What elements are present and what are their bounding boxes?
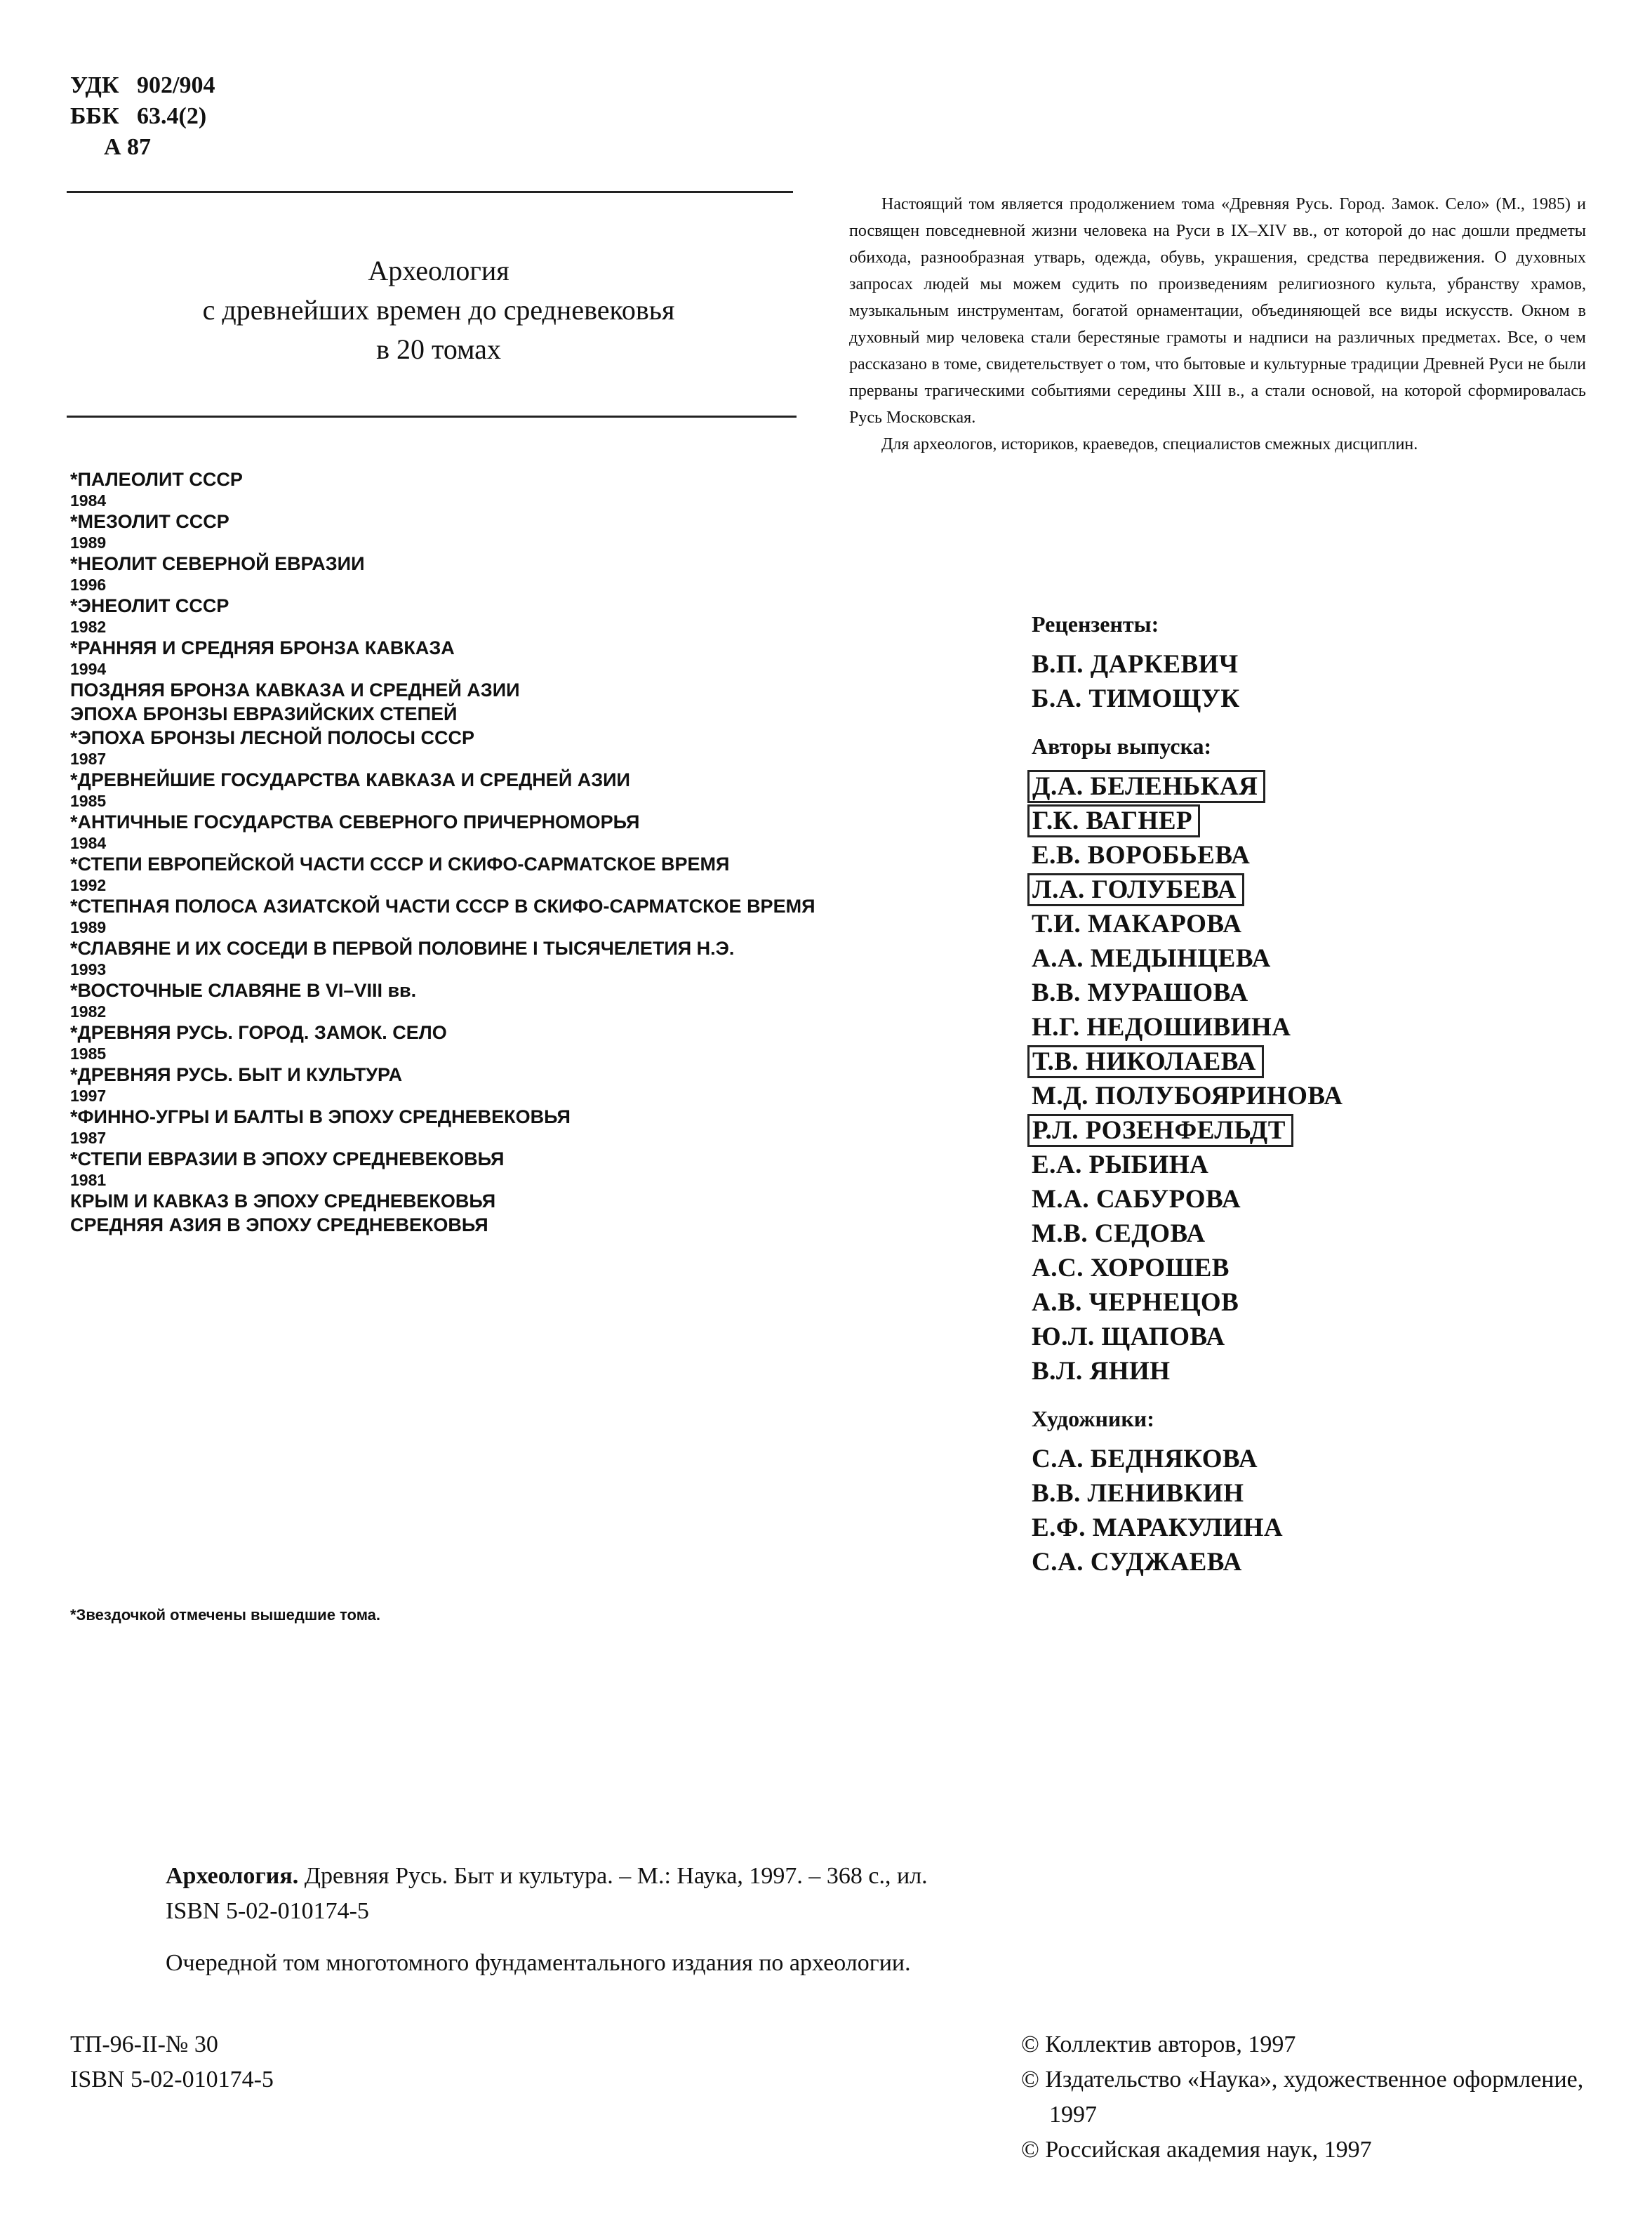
author-entry bbox=[1032, 873, 1607, 907]
artist-name: В.В. ЛЕНИВКИН bbox=[1032, 1479, 1244, 1508]
author-entry bbox=[1032, 1216, 1607, 1251]
imprint-isbn: ISBN 5-02-010174-5 bbox=[70, 2067, 274, 2093]
volume-year: 1984 bbox=[70, 834, 107, 852]
author-entry bbox=[1032, 1285, 1607, 1320]
imprint-tp-number: ТП-96-II-№ 30 bbox=[70, 2031, 218, 2057]
volume-entry bbox=[70, 678, 821, 702]
author-name: Г.К. ВАГНЕР bbox=[1027, 804, 1200, 837]
author-entry bbox=[1032, 1354, 1607, 1388]
footnote: *Звездочкой отмечены вышедшие тома. bbox=[70, 1606, 381, 1624]
udk-code: УДК 902/904 bbox=[70, 72, 215, 98]
abstract-paragraph: Настоящий том является продолжением тома «Древняя Русь. Город. Замок. Село» (М., 1985) и посвящен повседневной жизни человека на Руси в IX–XIV вв., от которой до нас дошли предметы обихода, разнообразная утварь, одежда, обувь, украшения, средства передвижения. О духовных запросах людей мы можем судить по произведениям религиозного культа, убранству храмов, музыкальным инструментам, богатой орнаментации, объединяющей все виды искусств. Окном в духовный мир человека стали берестяные грамоты и надписи на различных предметах. Все, о чем рассказано в томе, свидетельствует о том, что бытовые и культурные традиции Древней Руси не были прерваны трагическими событиями середины XIII в., а стали основой, на которой сформировалась Русь Московская. bbox=[849, 195, 1586, 427]
copyright-line: © Российская академия наук, 1997 bbox=[1021, 2137, 1372, 2163]
volume-year: 1982 bbox=[70, 1002, 107, 1021]
author-entry bbox=[1032, 941, 1607, 976]
bibliographic-record bbox=[166, 1859, 1499, 1929]
volume-title: *ЭНЕОЛИТ СССР bbox=[70, 595, 229, 616]
author-name: А.А. МЕДЫНЦЕВА bbox=[1032, 944, 1271, 973]
copyright-line: © Издательство «Наука», художественное оформление, 1997 bbox=[1021, 2067, 1584, 2128]
volume-title: *ДРЕВНЯЯ РУСЬ. БЫТ И КУЛЬТУРА bbox=[70, 1064, 403, 1085]
author-name: Д.А. БЕЛЕНЬКАЯ bbox=[1027, 770, 1265, 803]
annotation: Очередной том многотомного фундаментального издания по археологии. bbox=[166, 1950, 911, 1976]
author-name: М.В. СЕДОВА bbox=[1032, 1219, 1206, 1248]
volume-title: *ВОСТОЧНЫЕ СЛАВЯНЕ В VI–VIII вв. bbox=[70, 980, 417, 1001]
volume-year: 1989 bbox=[70, 533, 107, 552]
volume-entry bbox=[70, 467, 821, 510]
reviewers-heading: Рецензенты: bbox=[1032, 611, 1159, 637]
volume-year: 1989 bbox=[70, 918, 107, 936]
volume-year: 1985 bbox=[70, 792, 107, 810]
author-entry bbox=[1032, 769, 1607, 804]
author-name: М.А. САБУРОВА bbox=[1032, 1185, 1241, 1214]
volume-year: 1992 bbox=[70, 876, 107, 894]
volume-entry bbox=[70, 726, 821, 768]
volume-entry bbox=[70, 510, 821, 552]
author-entry bbox=[1032, 1182, 1607, 1216]
copyrights bbox=[1021, 2027, 1618, 2168]
volume-year: 1996 bbox=[70, 576, 107, 594]
volume-entry bbox=[70, 768, 821, 810]
volume-entry bbox=[70, 979, 821, 1021]
volume-title: *СЛАВЯНЕ И ИХ СОСЕДИ В ПЕРВОЙ ПОЛОВИНЕ I ТЫСЯЧЕЛЕТИЯ Н.Э. bbox=[70, 938, 735, 959]
reviewer-name: Б.А. ТИМОЩУК bbox=[1032, 684, 1240, 713]
volume-title: *ФИННО-УГРЫ И БАЛТЫ В ЭПОХУ СРЕДНЕВЕКОВЬЯ bbox=[70, 1106, 571, 1127]
author-name: Р.Л. РОЗЕНФЕЛЬДТ bbox=[1027, 1114, 1293, 1147]
series-rule bbox=[67, 416, 797, 418]
volume-year: 1987 bbox=[70, 1129, 107, 1147]
series-subtitle: с древнейших времен до средневековья bbox=[202, 294, 675, 326]
authors-list bbox=[1032, 769, 1607, 1388]
artists-list bbox=[1032, 1442, 1607, 1579]
audience-paragraph: Для археологов, историков, краеведов, специалистов смежных дисциплин. bbox=[881, 435, 1418, 453]
bbk-code: ББК 63.4(2) bbox=[70, 103, 207, 129]
volume-title: КРЫМ И КАВКАЗ В ЭПОХУ СРЕДНЕВЕКОВЬЯ bbox=[70, 1191, 496, 1212]
authors-group bbox=[1032, 731, 1607, 1388]
volumes-list bbox=[70, 467, 821, 1237]
volume-entry bbox=[70, 894, 821, 936]
volume-title: *СТЕПИ ЕВРОПЕЙСКОЙ ЧАСТИ СССР И СКИФО-САРМАТСКОЕ ВРЕМЯ bbox=[70, 854, 730, 875]
volume-title: *СТЕПНАЯ ПОЛОСА АЗИАТСКОЙ ЧАСТИ СССР В СКИФО-САРМАТСКОЕ ВРЕМЯ bbox=[70, 896, 815, 917]
author-name: Ю.Л. ЩАПОВА bbox=[1032, 1322, 1225, 1351]
volume-title: *МЕЗОЛИТ СССР bbox=[70, 511, 229, 532]
author-name: Е.В. ВОРОБЬЕВА bbox=[1032, 841, 1251, 870]
reviewers-list bbox=[1032, 647, 1607, 716]
author-entry bbox=[1032, 976, 1607, 1010]
volume-entry bbox=[70, 702, 821, 726]
bibliographic-title: Археология. bbox=[166, 1863, 299, 1889]
artist-name: С.А. БЕДНЯКОВА bbox=[1032, 1445, 1258, 1473]
volume-entry bbox=[70, 852, 821, 894]
volume-title: *ДРЕВНЯЯ РУСЬ. ГОРОД. ЗАМОК. СЕЛО bbox=[70, 1022, 447, 1043]
artist-name: Е.Ф. МАРАКУЛИНА bbox=[1032, 1513, 1284, 1542]
volume-entry bbox=[70, 1063, 821, 1105]
contributors bbox=[1032, 609, 1607, 1595]
volume-year: 1993 bbox=[70, 960, 107, 979]
series-volume-count: в 20 томах bbox=[376, 333, 501, 365]
author-name: В.Л. ЯНИН bbox=[1032, 1357, 1171, 1386]
author-name: А.С. ХОРОШЕВ bbox=[1032, 1254, 1230, 1282]
reviewers-group bbox=[1032, 609, 1607, 716]
volume-entry bbox=[70, 1189, 821, 1213]
series-header bbox=[70, 251, 807, 369]
volume-entry bbox=[70, 1021, 821, 1063]
author-entry bbox=[1032, 1010, 1607, 1044]
artist-name: С.А. СУДЖАЕВА bbox=[1032, 1548, 1242, 1577]
imprint bbox=[70, 2027, 274, 2097]
series-title: Археология bbox=[368, 255, 509, 286]
author-name: А.В. ЧЕРНЕЦОВ bbox=[1032, 1288, 1239, 1317]
artists-group bbox=[1032, 1404, 1607, 1579]
volume-title: *ДРЕВНЕЙШИЕ ГОСУДАРСТВА КАВКАЗА И СРЕДНЕЙ АЗИИ bbox=[70, 769, 630, 790]
top-rule bbox=[67, 191, 793, 193]
volume-entry bbox=[70, 636, 821, 678]
reviewer-name: В.П. ДАРКЕВИЧ bbox=[1032, 650, 1239, 679]
author-entry bbox=[1032, 1148, 1607, 1182]
volume-title: *АНТИЧНЫЕ ГОСУДАРСТВА СЕВЕРНОГО ПРИЧЕРНОМОРЬЯ bbox=[70, 811, 640, 833]
bibliographic-details: Древняя Русь. Быт и культура. – М.: Наука, 1997. – 368 с., ил. bbox=[298, 1863, 928, 1889]
volume-entry bbox=[70, 1105, 821, 1147]
bibliographic-isbn: ISBN 5-02-010174-5 bbox=[166, 1898, 369, 1924]
volume-entry bbox=[70, 1147, 821, 1189]
artists-heading: Художники: bbox=[1032, 1406, 1154, 1431]
author-entry bbox=[1032, 907, 1607, 941]
author-mark: А 87 bbox=[104, 134, 152, 160]
author-entry bbox=[1032, 1113, 1607, 1148]
volume-entry bbox=[70, 810, 821, 852]
volume-title: *НЕОЛИТ СЕВЕРНОЙ ЕВРАЗИИ bbox=[70, 553, 365, 574]
volume-year: 1982 bbox=[70, 618, 107, 636]
volume-entry bbox=[70, 1213, 821, 1237]
author-entry bbox=[1032, 1251, 1607, 1285]
author-name: Н.Г. НЕДОШИВИНА bbox=[1032, 1013, 1291, 1042]
author-name: М.Д. ПОЛУБОЯРИНОВА bbox=[1032, 1082, 1343, 1110]
bibliographic-line bbox=[166, 1859, 1499, 1894]
author-entry bbox=[1032, 1320, 1607, 1354]
author-entry bbox=[1032, 838, 1607, 873]
author-name: Е.А. РЫБИНА bbox=[1032, 1150, 1209, 1179]
volume-title: *ПАЛЕОЛИТ СССР bbox=[70, 469, 243, 490]
volume-title: СРЕДНЯЯ АЗИЯ В ЭПОХУ СРЕДНЕВЕКОВЬЯ bbox=[70, 1214, 488, 1235]
volume-entry bbox=[70, 936, 821, 979]
volume-title: ЭПОХА БРОНЗЫ ЕВРАЗИЙСКИХ СТЕПЕЙ bbox=[70, 703, 458, 724]
author-name: Т.И. МАКАРОВА bbox=[1032, 910, 1242, 939]
volume-title: ПОЗДНЯЯ БРОНЗА КАВКАЗА И СРЕДНЕЙ АЗИИ bbox=[70, 679, 520, 701]
author-name: В.В. МУРАШОВА bbox=[1032, 979, 1248, 1007]
author-entry bbox=[1032, 804, 1607, 838]
volume-year: 1997 bbox=[70, 1087, 107, 1105]
author-name: Л.А. ГОЛУБЕВА bbox=[1027, 873, 1244, 906]
volume-year: 1994 bbox=[70, 660, 107, 678]
volume-title: *ЭПОХА БРОНЗЫ ЛЕСНОЙ ПОЛОСЫ СССР bbox=[70, 727, 474, 748]
author-entry bbox=[1032, 1044, 1607, 1079]
volume-entry bbox=[70, 552, 821, 594]
volume-year: 1987 bbox=[70, 750, 107, 768]
copyright-line: © Коллектив авторов, 1997 bbox=[1021, 2031, 1296, 2057]
volume-entry bbox=[70, 594, 821, 636]
volume-year: 1985 bbox=[70, 1044, 107, 1063]
classification-codes bbox=[70, 70, 215, 163]
volume-year: 1984 bbox=[70, 491, 107, 510]
volume-year: 1981 bbox=[70, 1171, 107, 1189]
author-name: Т.В. НИКОЛАЕВА bbox=[1027, 1045, 1264, 1078]
author-entry bbox=[1032, 1079, 1607, 1113]
volume-title: *СТЕПИ ЕВРАЗИИ В ЭПОХУ СРЕДНЕВЕКОВЬЯ bbox=[70, 1148, 505, 1169]
authors-heading: Авторы выпуска: bbox=[1032, 734, 1212, 759]
abstract bbox=[849, 191, 1586, 458]
volume-title: *РАННЯЯ И СРЕДНЯЯ БРОНЗА КАВКАЗА bbox=[70, 637, 455, 658]
